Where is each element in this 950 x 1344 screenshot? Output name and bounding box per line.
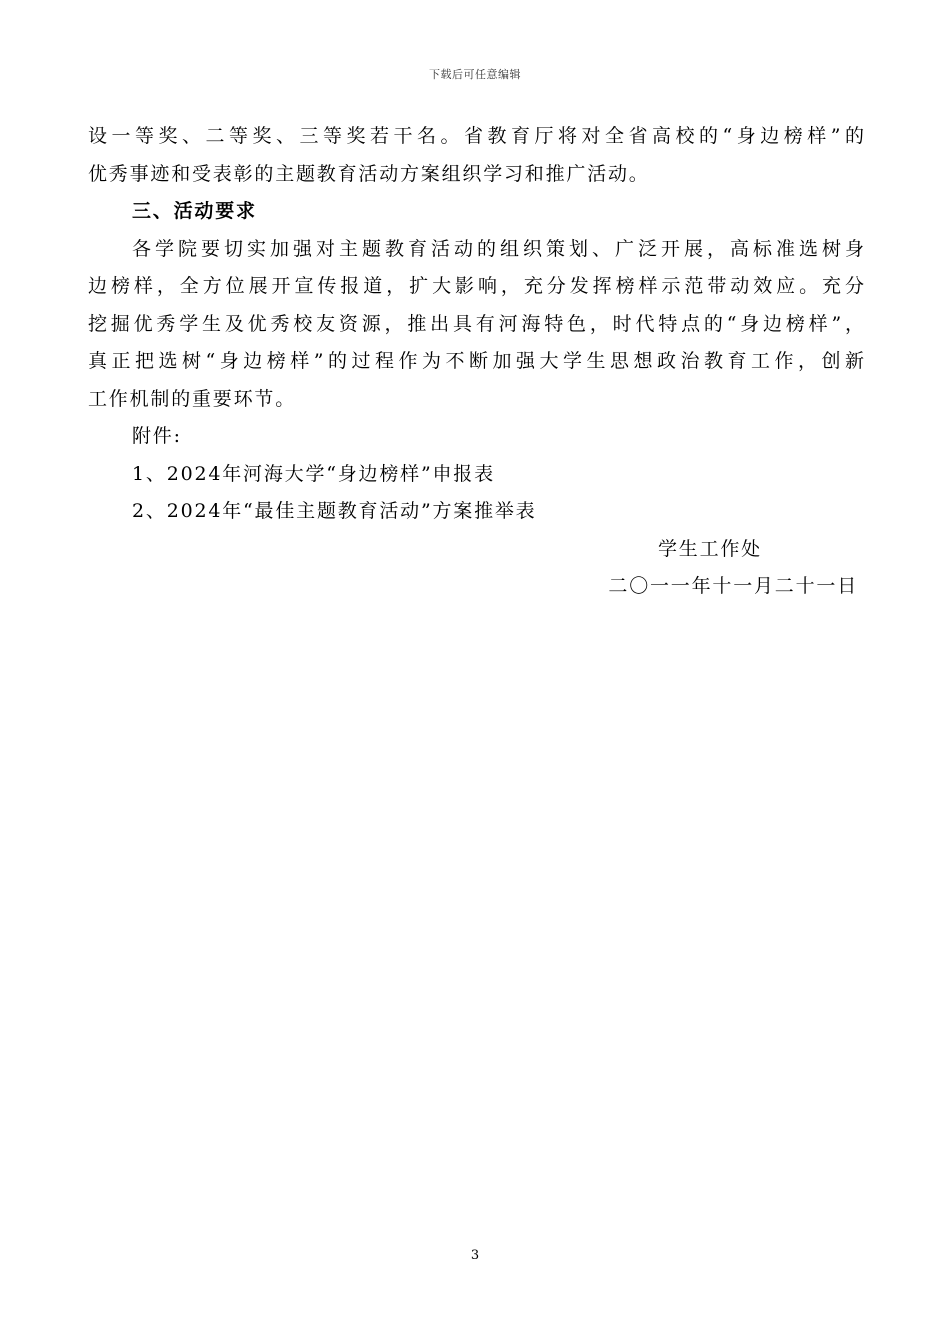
header-note: 下载后可任意编辑 [429,68,521,81]
paragraph-2-line-5: 工作机制的重要环节。 [88,387,297,410]
attachment-item-1: 1、2024年河海大学“身边榜样”申报表 [132,462,495,485]
paragraph-1-line-1: 设一等奖、二等奖、三等奖若干名。省教育厅将对全省高校的“身边榜样”的 [88,125,864,147]
signature-organization: 学生工作处 [657,537,762,560]
paragraph-2-line-1: 各学院要切实加强对主题教育活动的组织策划、广泛开展，高标准选树身 [132,237,864,260]
paragraph-2-line-3: 挖掘优秀学生及优秀校友资源，推出具有河海特色，时代特点的“身边榜样”， [88,312,864,335]
paragraph-1-line-2: 优秀事迹和受表彰的主题教育活动方案组织学习和推广活动。 [88,162,650,185]
paragraph-2-line-2: 边榜样，全方位展开宣传报道，扩大影响，充分发挥榜样示范带动效应。充分 [88,275,864,297]
paragraph-2-line-4: 真正把选树“身边榜样”的过程作为不断加强大学生思想政治教育工作，创新 [88,350,864,372]
signature-date: 二〇一一年十一月二十一日 [608,575,858,597]
attachment-item-2: 2、2024年“最佳主题教育活动”方案推举表 [132,500,537,522]
attachments-label: 附件: [132,425,182,447]
page-number: 3 [470,1248,480,1263]
document-body [88,118,864,606]
section-heading: 三、活动要求 [132,200,257,222]
